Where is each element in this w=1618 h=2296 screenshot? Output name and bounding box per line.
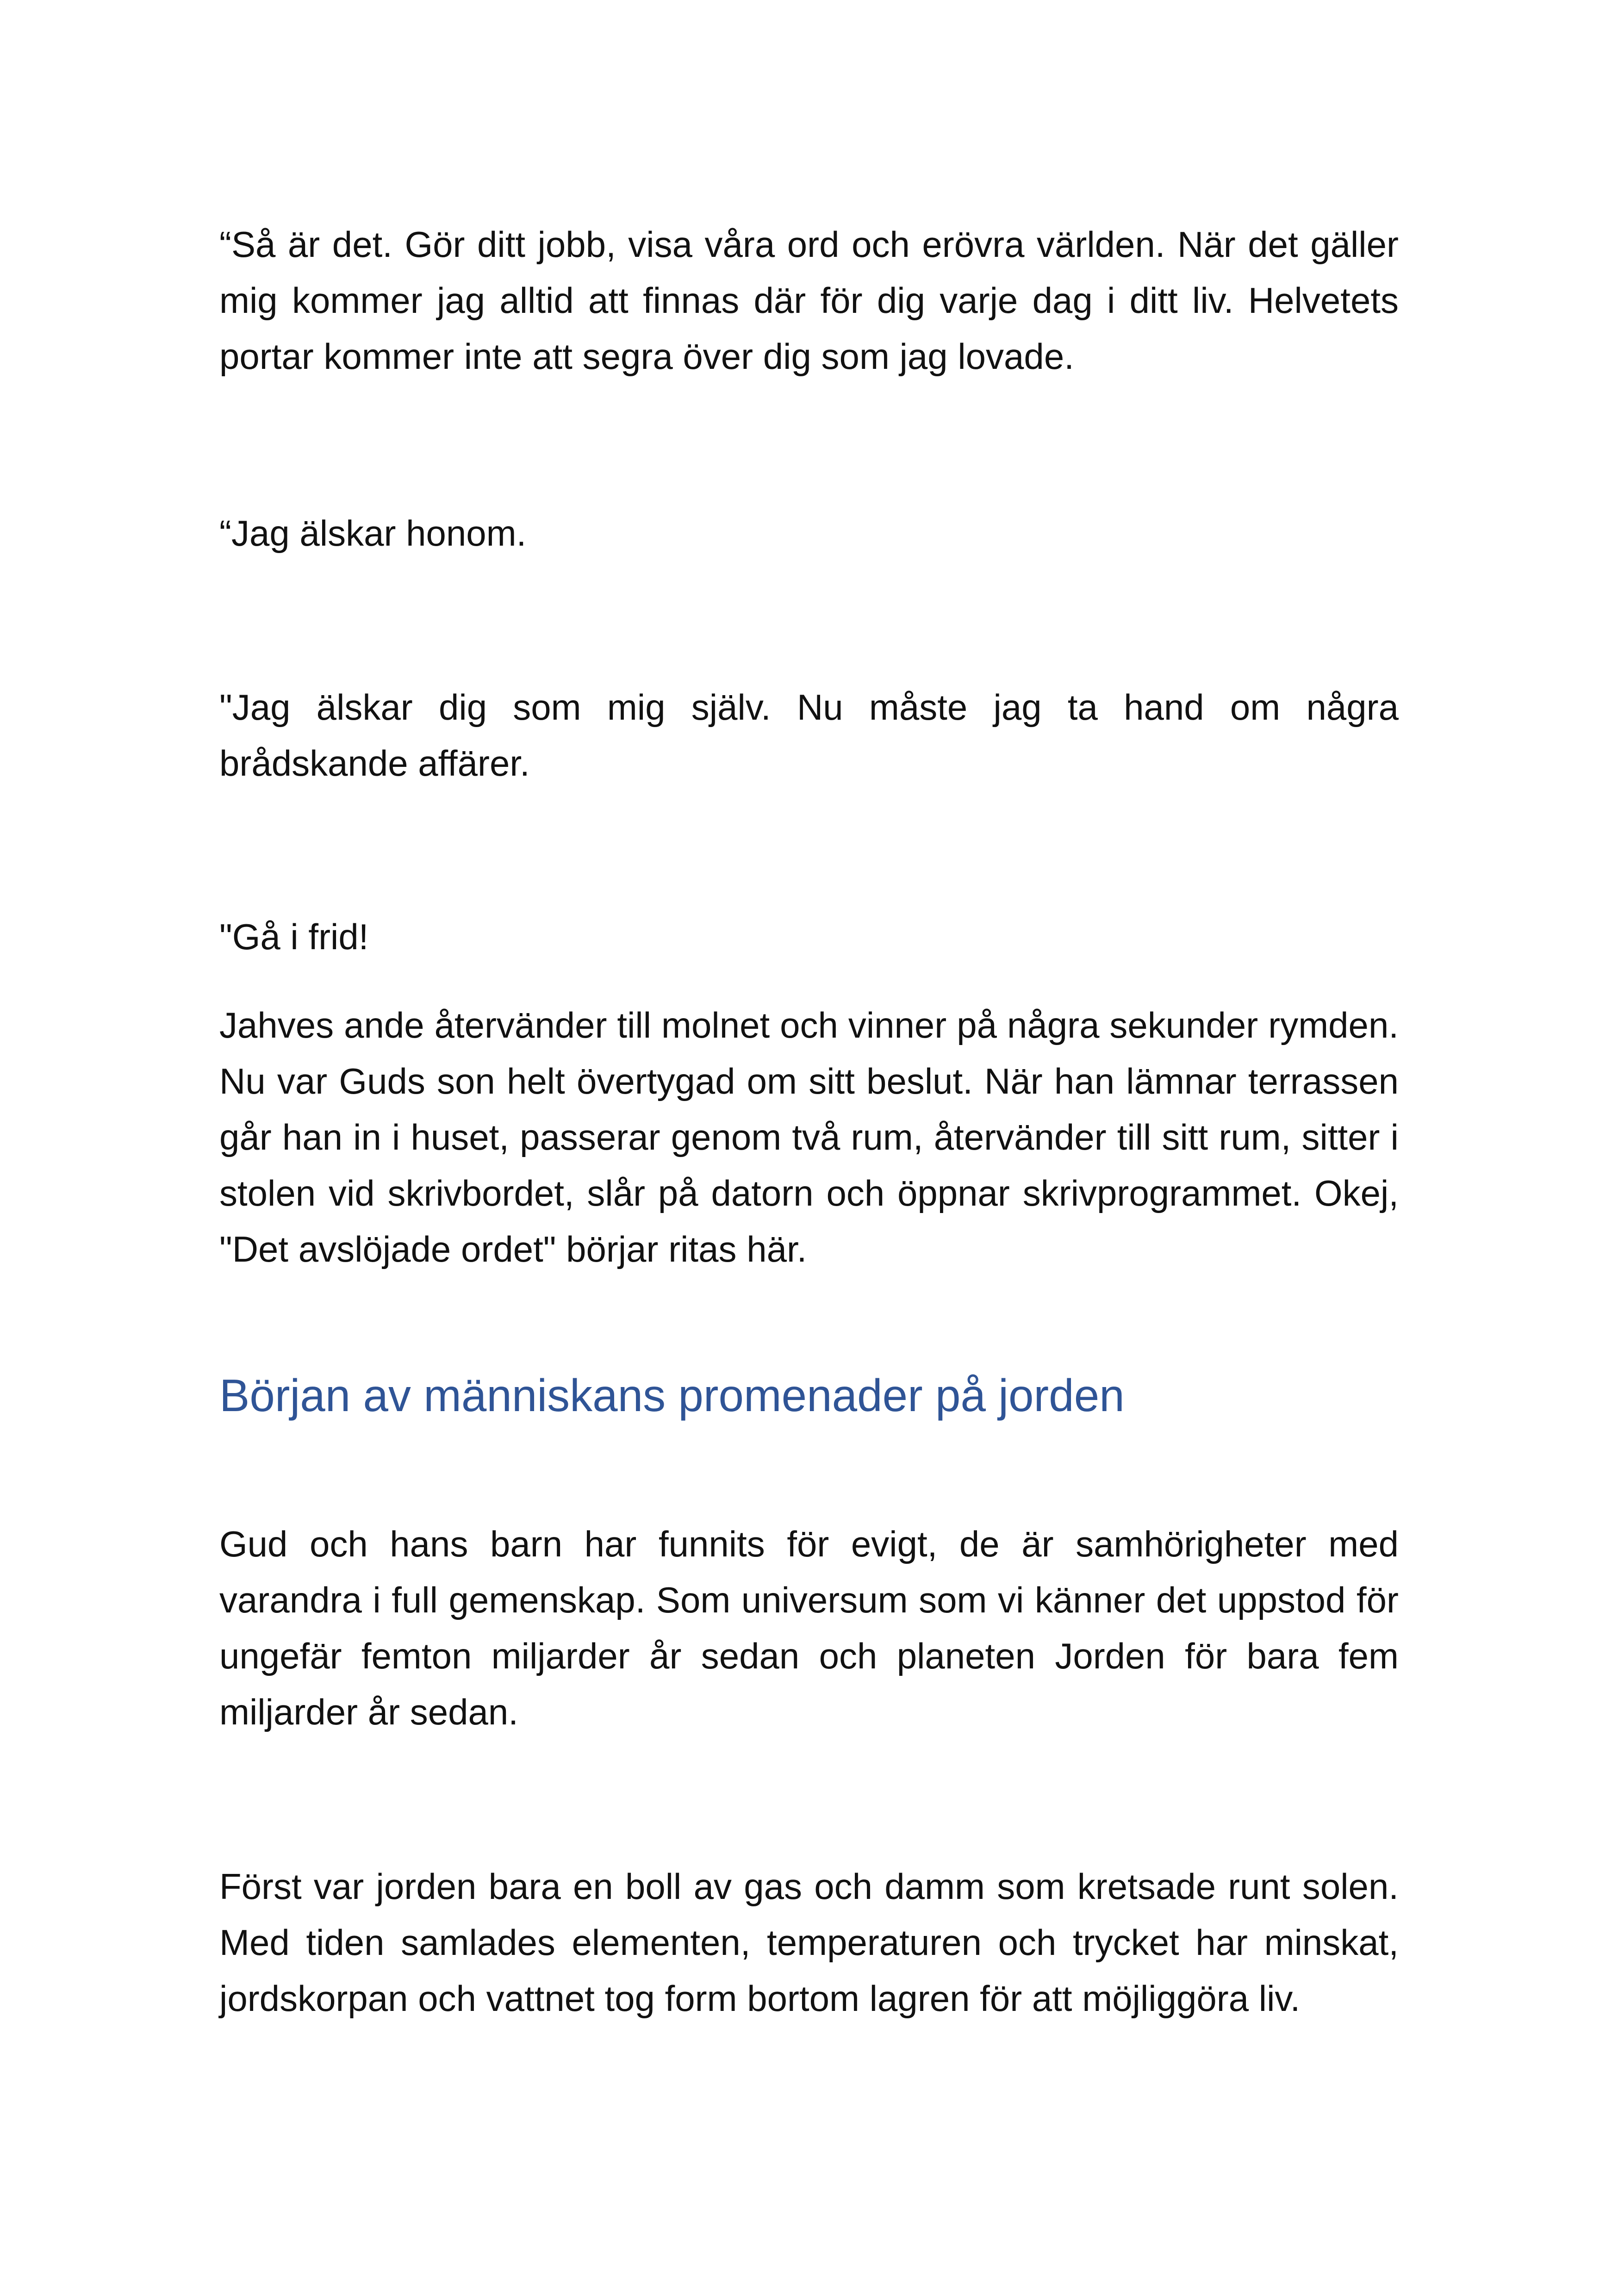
- paragraph-earth-formation: Först var jorden bara en boll av gas och damm som kretsade runt solen. Med tiden samlades elementen, temperaturen och trycket har minskat, jordskorpan och vattnet tog form bortom lagren för att möjliggöra liv.: [219, 1866, 1399, 2019]
- paragraph-i-love-him: “Jag älskar honom.: [219, 513, 527, 554]
- paragraph-god-and-children: Gud och hans barn har funnits för evigt, de är samhörigheter med varandra i full gemenskap. Som universum som vi känner det uppstod för ungefär femton miljarder år sedan och planeten Jorden för bara fem miljarder år sedan.: [219, 1524, 1399, 1732]
- paragraph-go-in-peace: "Gå i frid!: [219, 916, 369, 957]
- paragraph-i-love-you: "Jag älskar dig som mig själv. Nu måste jag ta hand om några brådskande affärer.: [219, 687, 1399, 784]
- paragraph-spirit-returns: Jahves ande återvänder till molnet och vinner på några sekunder rymden. Nu var Guds son helt övertygad om sitt beslut. När han lämnar terrassen går han in i huset, passerar genom två rum, återvänder till sitt rum, sitter i stolen vid skrivbordet, slår på datorn och öppnar skrivprogrammet. Okej, "Det avslöjade ordet" börjar ritas här.: [219, 1005, 1399, 1269]
- section-heading: Början av människans promenader på jorden: [219, 1370, 1125, 1421]
- paragraph-so-is-it: “Så är det. Gör ditt jobb, visa våra ord och erövra världen. När det gäller mig kommer jag alltid att finnas där för dig varje dag i ditt liv. Helvetets portar kommer inte att segra över dig som jag lovade.: [219, 224, 1399, 377]
